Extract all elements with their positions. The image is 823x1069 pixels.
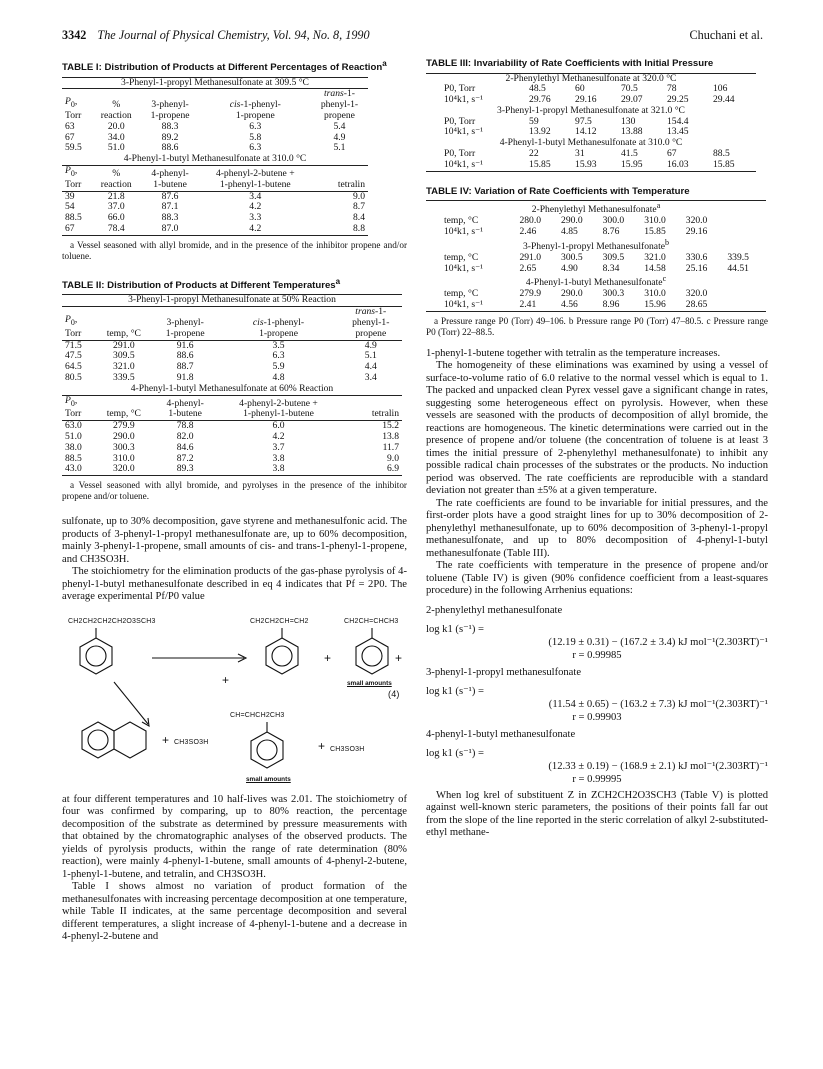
table-cell: 97.5 — [575, 115, 592, 127]
table-4 — [426, 186, 768, 338]
table-cell: 309.5 — [602, 251, 625, 263]
left-paragraph-4: Table I shows almost no variation of product formation of the methanesulfonates with increasing percentage decomposition at one temperature, while Table II indicates, at the same percentage decomposition and several different temperatures, a slight increase of 4-phenyl-1-butene and a decrease in 4-phenyl-2-butene and — [62, 881, 407, 943]
table-cell: 321.0 — [113, 361, 135, 373]
t1-h-reaction: % reaction — [100, 99, 132, 122]
table-row — [426, 227, 766, 238]
plus-sign-3: + — [395, 650, 403, 665]
block-title — [426, 238, 766, 253]
table-cell: 11.7 — [382, 441, 399, 453]
table-cell: 339.5 — [727, 251, 749, 263]
table-cell: 54 — [65, 201, 75, 213]
table-cell: 88.7 — [176, 361, 194, 373]
table-cell: 154.4 — [666, 115, 689, 127]
product-2-formula: CH2CH=CHCH3 — [344, 617, 399, 625]
arrhenius-block-3 — [426, 728, 768, 786]
table-cell: 78 — [666, 83, 677, 95]
table-cell: 4.2 — [200, 224, 311, 235]
row-label: P0, Torr — [444, 148, 476, 160]
table-cell: 51.0 — [107, 142, 125, 154]
row-label: 10⁴k1, s⁻¹ — [444, 262, 484, 274]
table-cell: 31 — [575, 148, 585, 160]
table-cell: 14.12 — [575, 126, 597, 138]
table-cell: 5.8 — [249, 131, 262, 143]
table-cell: 8.4 — [353, 212, 365, 224]
table-cell: 25.16 — [685, 262, 708, 274]
table-cell: 320.0 — [95, 464, 153, 475]
table-cell: 84.6 — [176, 441, 194, 453]
table-cell: 8.8 — [311, 224, 368, 235]
table-cell: 15.2 — [382, 420, 399, 432]
table-cell: 2.46 — [519, 225, 537, 237]
table-cell: 4.4 — [364, 361, 377, 373]
table-cell: 39 — [65, 190, 75, 202]
t2-h-3pp: 3-phenyl- 1-propene — [153, 307, 218, 340]
table-cell: 9.0 — [353, 190, 365, 202]
plus-sign-2: + — [324, 650, 332, 665]
small-amounts-label-2: small amounts — [246, 775, 291, 783]
table-cell: 13.92 — [529, 126, 551, 138]
row-label: 10⁴k1, s⁻¹ — [444, 158, 484, 170]
correlation-2: r = 0.99903 — [572, 711, 622, 723]
table-cell: 6.3 — [249, 142, 262, 154]
table-row — [426, 264, 766, 275]
table-1-grid — [62, 77, 368, 236]
right-paragraph-5: When log krel of substituent Z in ZCH2CH2O3SCH3 (Table V) is plotted against well-known steric parameters, the positions of their points fall far out from the slope of the line reported in the steric correlation of alkyl 2-substituted-ethyl methane- — [426, 789, 768, 839]
table-cell: 59 — [529, 115, 539, 127]
row-label: P0, Torr — [444, 83, 476, 95]
table-cell: 15.85 — [712, 158, 735, 170]
table-1-body-2 — [62, 191, 368, 235]
table-cell: 87.0 — [141, 224, 200, 235]
table-cell: 300.3 — [602, 288, 625, 300]
table-cell: 2.41 — [519, 299, 537, 311]
table-cell: 6.9 — [340, 464, 402, 475]
equation-2-rhs: (11.54 ± 0.65) − (163.2 ± 7.3) kJ mol⁻¹(2.303RT)⁻¹ — [548, 698, 768, 710]
table-cell: 78.4 — [92, 224, 141, 235]
methanesulfonic-acid-2: CH3SO3H — [330, 745, 365, 753]
table-cell: 37.0 — [107, 201, 125, 213]
table-cell: 8.76 — [602, 225, 620, 237]
table-cell: 5.1 — [333, 142, 346, 154]
t1-h2-p0: $P_0$, Torr — [62, 166, 92, 192]
table-cell: 48.5 — [529, 83, 546, 95]
table-cell: 3.8 — [272, 452, 285, 464]
table-2-sup: a — [335, 276, 341, 286]
table-cell: 300.5 — [561, 251, 583, 263]
block-title-text: 3-Phenyl-1-propyl Methanesulfonate at 321.0 °C — [497, 104, 685, 116]
table-cell: 91.8 — [176, 372, 194, 384]
block-title — [426, 274, 766, 289]
left-body-text-2 — [62, 794, 407, 944]
table-cell: 310.0 — [113, 452, 135, 464]
equation-2-lhs: log k1 (s⁻¹) = — [426, 685, 484, 697]
right-column — [426, 58, 768, 840]
table-cell: 4.9 — [333, 131, 346, 143]
table-cell: 4.8 — [272, 372, 285, 384]
table-cell: 320.0 — [685, 288, 708, 300]
product-3-formula: CH=CHCH2CH3 — [230, 711, 285, 719]
table-cell: 88.3 — [161, 212, 179, 224]
table-cell: 64.5 — [65, 361, 82, 373]
t1-h-cis: cis-1-phenyl- 1-propene — [229, 99, 281, 122]
table-cell: 106 — [712, 83, 728, 95]
arrhenius-block-2 — [426, 666, 768, 724]
compound-label-1: 2-phenylethyl methanesulfonate — [426, 604, 563, 616]
table-3-grid — [426, 73, 756, 172]
row-label: 10⁴k1, s⁻¹ — [444, 299, 484, 311]
block-title-text: 4-Phenyl-1-butyl Methanesulfonate at 310.0 °C — [499, 137, 683, 149]
table-cell: 279.9 — [113, 420, 135, 432]
table-4-footnote: a Pressure range P0 (Torr) 49–106. b Pressure range P0 (Torr) 47–80.5. c Pressure range P0 (Torr) 22–88.5. — [426, 315, 768, 337]
t2-h-temp: temp, °C — [95, 307, 153, 340]
table-cell: 16.03 — [666, 158, 689, 170]
table-cell: 67 — [666, 148, 677, 160]
table-cell: 330.6 — [685, 251, 708, 263]
table-1-body-1 — [62, 122, 368, 154]
equation-1-lhs: log k1 (s⁻¹) = — [426, 623, 484, 635]
table-cell: 13.8 — [382, 430, 399, 442]
table-cell: 5.9 — [272, 361, 285, 373]
table-cell: 3.3 — [249, 212, 262, 224]
aromatic-circle-reactant — [86, 646, 106, 666]
t2-h-trans: trans-1- phenyl-1- propene — [340, 307, 402, 340]
table-4-body — [426, 201, 766, 312]
table-row — [62, 464, 402, 475]
left-paragraph-1: sulfonate, up to 30% decomposition, gave styrene and methanesulfonic acid. The products of 3-phenyl-1-propyl methanesulfonate are, up to 60% decomposition, mainly 3-phenyl-1-propene, small amounts of cis- and trans-1-phenyl-1-propene, and CH3SO3H. — [62, 516, 407, 565]
t1-h2-tetralin: tetralin — [311, 166, 368, 192]
row-label: 10⁴k1, s⁻¹ — [444, 225, 484, 237]
table-cell: 9.0 — [387, 452, 399, 464]
table-2 — [62, 276, 407, 502]
table-row — [62, 224, 368, 235]
table-cell: 29.44 — [712, 94, 735, 106]
table-cell: 87.1 — [161, 201, 179, 213]
table-cell: 309.5 — [113, 350, 135, 362]
t2-h2-tetralin: tetralin — [340, 395, 402, 421]
table-cell: 15.85 — [644, 225, 666, 237]
table-cell: 29.07 — [621, 94, 643, 106]
table-cell: 4.2 — [272, 430, 285, 442]
table-cell: 66.0 — [107, 212, 125, 224]
table-cell: 279.9 — [519, 288, 542, 300]
table-cell: 89.2 — [161, 131, 179, 143]
table-1-footnote: a Vessel seasoned with allyl bromide, and in the presence of the inhibitor propene and/or toluene. — [62, 239, 407, 261]
table-cell: 43.0 — [62, 464, 95, 475]
table-row — [426, 300, 766, 311]
benzene-ring-p3 — [251, 732, 283, 768]
table-1 — [62, 58, 407, 262]
plus-sign-1: + — [222, 672, 230, 687]
table-cell: 67 — [65, 131, 75, 143]
table-cell: 88.5 — [65, 452, 82, 464]
product-1-formula: CH2CH2CH=CH2 — [250, 617, 309, 625]
table-4-grid — [426, 200, 766, 312]
t2-h2-temp: temp, °C — [95, 395, 153, 421]
t1-h-p0: $P_0$, Torr — [65, 96, 82, 122]
t2-h2-p0: $P_0$, Torr — [62, 395, 95, 421]
table-cell: 63 — [65, 120, 75, 132]
table-row — [62, 443, 402, 454]
table-cell: 290.0 — [561, 215, 583, 227]
table-cell: 291.0 — [519, 251, 542, 263]
block-title — [426, 138, 756, 149]
table-cell: 3.8 — [218, 464, 340, 475]
scheme-drawing — [62, 610, 407, 790]
table-cell: 4.2 — [249, 201, 262, 213]
table-1-label: TABLE I: — [62, 62, 102, 74]
table-cell: 6.3 — [249, 120, 262, 132]
right-paragraph-1: 1-phenyl-1-butene together with tetralin as the temperature increases. — [426, 347, 721, 359]
t1-h-3pp: 3-phenyl- 1-propene — [150, 99, 190, 122]
table-cell: 8.7 — [353, 201, 365, 213]
left-paragraph-3: at four different temperatures and 10 half-lives was 2.01. The stoichiometry of four was confirmed by comparing, up to 80% reaction, the percentage decomposition of the substrate as determined by pressure measurements with that obtained by the chromatographic analyses of the observed products. The yields of pyrolysis products, within the range of rate determination (80% reaction), were mainly 4-phenyl-1-butene, small amounts of 4-phenyl-2-butene, 1-phenyl-1-butene, and tetralin, and CH3SO3H. — [62, 793, 407, 880]
table-cell: 47.5 — [65, 350, 82, 362]
table-cell: 87.2 — [176, 452, 194, 464]
left-paragraph-2: The stoichiometry for the elimination products of the gas-phase pyrolysis of 4-phenyl-1-butyl methanesulfonate described in eq 4 indicates that Pf = 2P0. The average experimental Pf/P0 value — [62, 566, 407, 603]
right-paragraph-4: The rate coefficients with temperature in the presence of propene and/or toluene (Table IV) is given (90% confidence coefficient from a least-squares procedure) in the following Arrhenius equations: — [426, 560, 768, 597]
table-cell: 6.0 — [272, 420, 285, 432]
right-paragraph-3: The rate coefficients are found to be invariable for initial pressures, and the first-order plots have a good straight lines for up to 30% decomposition of 2-phenylethyl methanesulfonate, up to 60% decomposition of 3-phenyl-1-propyl methanesulfonate, and up to 80% decomposition of 4-phenyl-1-butyl methanesulfonate (Table III). — [426, 497, 768, 559]
block-title — [426, 201, 766, 216]
table-cell: 3.4 — [249, 190, 262, 202]
table-cell: 29.76 — [529, 94, 551, 106]
table-cell: 5.4 — [333, 120, 346, 132]
t2-h-p0: $P_0$, Torr — [62, 307, 95, 340]
table-cell: 310.0 — [644, 288, 666, 300]
table-cell: 4.9 — [364, 339, 377, 351]
benzene-ring-reactant — [80, 638, 112, 674]
table-cell: 15.85 — [529, 158, 551, 170]
benzene-ring-p2 — [356, 638, 388, 674]
table-cell: 29.16 — [575, 94, 597, 106]
t2-h-cis: cis-1-phenyl- 1-propene — [218, 307, 340, 340]
table-cell: 15.93 — [575, 158, 597, 170]
table-cell: 59.5 — [65, 142, 82, 154]
table-2-body-1 — [62, 340, 402, 384]
table-1-caption — [62, 58, 407, 74]
equation-1-rhs: (12.19 ± 0.31) − (167.2 ± 3.4) kJ mol⁻¹(2.303RT)⁻¹ — [548, 636, 768, 648]
table-cell: 29.16 — [685, 225, 708, 237]
t1-h2-4pb: 4-phenyl- 1-butene — [141, 166, 200, 192]
table-cell: 88.5 — [65, 212, 82, 224]
block-title-text: 4-Phenyl-1-butyl Methanesulfonate — [525, 277, 663, 289]
table-cell: 130 — [621, 115, 636, 127]
equation-3-lhs: log k1 (s⁻¹) = — [426, 747, 484, 759]
row-label: temp, °C — [444, 288, 479, 300]
table-cell: 82.0 — [176, 430, 194, 442]
table-cell: 88.6 — [176, 350, 194, 362]
block-title-sup: b — [665, 237, 669, 247]
table-cell: 38.0 — [65, 441, 82, 453]
table-2-label: TABLE II: — [62, 279, 105, 291]
table-3 — [426, 58, 768, 172]
table-4-caption — [426, 186, 768, 198]
right-body-text — [426, 348, 768, 840]
table-2-caption — [62, 276, 407, 292]
compound-label-2: 3-phenyl-1-propyl methanesulfonate — [426, 666, 582, 678]
table-cell: 71.5 — [65, 339, 82, 351]
table-cell: 14.58 — [644, 262, 666, 274]
plus-sign-4: + — [162, 732, 170, 747]
left-column — [62, 58, 407, 944]
table-cell: 60 — [575, 83, 585, 95]
table-1-sub2: 4-Phenyl-1-butyl Methanesulfonate at 310.0 °C — [62, 154, 368, 165]
table-cell: 3.4 — [364, 372, 377, 384]
block-title-text: 3-Phenyl-1-propyl Methanesulfonate — [522, 240, 665, 252]
table-cell: 3.7 — [272, 441, 285, 453]
equation-3-rhs: (12.33 ± 0.19) − (168.9 ± 2.1) kJ mol⁻¹(2.303RT)⁻¹ — [548, 760, 768, 772]
equation-number: (4) — [388, 688, 400, 699]
tetralin-saturated-ring — [114, 722, 146, 758]
table-cell: 290.0 — [561, 288, 583, 300]
table-3-label: TABLE III: — [426, 58, 472, 69]
table-3-title: Invariability of Rate Coefficients with Initial Pressure — [473, 58, 714, 69]
table-1-sup: a — [382, 59, 387, 68]
running-authors: Chuchani et al. — [689, 28, 763, 42]
table-cell: 13.88 — [621, 126, 643, 138]
correlation-3: r = 0.99995 — [572, 773, 622, 785]
table-cell: 41.5 — [621, 148, 638, 160]
table-cell: 4.56 — [561, 299, 578, 311]
compound-label-3: 4-phenyl-1-butyl methanesulfonate — [426, 728, 576, 740]
table-1-title: Distribution of Products at Different Percentages of Reaction — [104, 62, 383, 74]
block-title-text: 2-Phenylethyl Methanesulfonate at 320.0 °C — [505, 72, 677, 84]
table-cell: 87.6 — [161, 190, 179, 202]
table-cell: 29.25 — [666, 94, 689, 106]
t2-h2-4pb: 4-phenyl- 1-butene — [153, 395, 218, 421]
table-cell: 291.0 — [113, 339, 135, 351]
correlation-1: r = 0.99985 — [572, 649, 622, 661]
table-4-label: TABLE IV: — [426, 185, 472, 197]
page-header — [62, 28, 763, 44]
table-cell: 4.85 — [561, 225, 578, 237]
table-1-sub1: 3-Phenyl-1-propyl Methanesulfonate at 309.5 °C — [62, 77, 368, 89]
small-amounts-label-1: small amounts — [347, 679, 392, 687]
benzene-ring-p1 — [266, 638, 298, 674]
row-label: 10⁴k1, s⁻¹ — [444, 126, 484, 138]
table-cell: 28.65 — [685, 299, 708, 311]
table-cell: 88.6 — [161, 142, 179, 154]
row-label: P0, Torr — [444, 115, 476, 127]
t2-h2-mix: 4-phenyl-2-butene + 1-phenyl-1-butene — [218, 395, 340, 421]
table-cell: 88.5 — [712, 148, 730, 160]
table-cell: 321.0 — [644, 251, 666, 263]
table-cell: 339.5 — [113, 372, 135, 384]
row-label: temp, °C — [444, 251, 479, 263]
t1-h2-mix: 4-phenyl-2-butene + 1-phenyl-1-butene — [200, 166, 311, 192]
tetralin-aromatic-ring — [82, 722, 114, 758]
table-cell: 89.3 — [153, 464, 218, 475]
table-cell: 44.51 — [727, 262, 749, 274]
table-cell: 15.96 — [644, 299, 666, 311]
table-cell: 300.3 — [113, 441, 135, 453]
table-cell: 3.5 — [272, 339, 285, 351]
row-label: 10⁴k1, s⁻¹ — [444, 94, 484, 106]
table-cell: 13.45 — [666, 126, 689, 138]
plus-sign-5: + — [318, 738, 326, 753]
table-cell: 80.5 — [65, 372, 82, 384]
table-cell: 63.0 — [65, 420, 82, 432]
block-title-sup: a — [656, 201, 661, 211]
table-cell: 8.96 — [602, 299, 620, 311]
table-2-footnote: a Vessel seasoned with allyl bromide, and pyrolyses in the presence of the inhibitor propene and/or toluene. — [62, 480, 407, 502]
table-cell: 4.90 — [561, 262, 578, 274]
table-cell: 8.34 — [602, 262, 620, 274]
table-cell: 34.0 — [107, 131, 125, 143]
table-cell: 300.0 — [602, 215, 625, 227]
table-cell: 2.65 — [519, 262, 537, 274]
table-cell: 91.6 — [176, 339, 194, 351]
reaction-scheme-4 — [62, 610, 407, 790]
table-2-sub2: 4-Phenyl-1-butyl Methanesulfonate at 60% Reaction — [62, 384, 402, 395]
table-cell: 20.0 — [107, 120, 125, 132]
reactant-formula: CH2CH2CH2CH2O3SCH3 — [68, 617, 156, 625]
methanesulfonic-acid-1: CH3SO3H — [174, 738, 209, 746]
table-cell: 67 — [62, 224, 92, 235]
block-title-sup: c — [662, 274, 667, 284]
block-title — [426, 73, 756, 84]
table-cell: 6.3 — [272, 350, 285, 362]
table-3-caption — [426, 58, 768, 70]
table-3-body — [426, 73, 756, 171]
table-cell: 280.0 — [519, 215, 542, 227]
reaction-arrow-2 — [114, 682, 148, 724]
table-cell: 15.95 — [621, 158, 643, 170]
table-cell: 88.3 — [161, 120, 179, 132]
table-2-sub1: 3-Phenyl-1-propyl Methanesulfonate at 50% Reaction — [62, 295, 402, 307]
table-cell: 70.5 — [621, 83, 638, 95]
table-2-body-2 — [62, 421, 402, 476]
table-cell: 320.0 — [685, 215, 708, 227]
table-cell: 78.8 — [176, 420, 194, 432]
table-cell: 5.1 — [364, 350, 377, 362]
table-4-title: Variation of Rate Coefficients with Temperature — [474, 185, 690, 197]
table-row — [426, 160, 756, 171]
t1-h-trans: trans-1- phenyl-1- propene — [320, 88, 359, 122]
table-2-title: Distribution of Products at Different Temperatures — [107, 279, 336, 291]
left-body-text — [62, 516, 407, 604]
right-paragraph-2: The homogeneity of these eliminations was examined by using a vessel of surface-to-volume ratio of 6.0 relative to the normal vessel which is equal to 1. The packed and unpacked clean Pyrex vessel gave a significant change in rates, suggesting some heterogeneous effect on pyrolysis. However, when these vessels are seasoned with the products of decomposition of allyl bromide, the reactions are homogeneous. The kinetic determinations were carried out in the presence of propene and/or toluene (the concentration of toluene is at least 3 times the initial pressure of 2-phenylethyl methanesulfonate) to inhibit any possible radical chain processes of the substrates or the products. No induction period was observed. The rate coefficients are reproducible with a standard deviation not greater than ±5% at a given temperature. — [426, 360, 768, 497]
table-cell: 51.0 — [65, 430, 82, 442]
arrhenius-block-1 — [426, 604, 768, 662]
table-cell: 22 — [529, 148, 539, 160]
table-cell: 21.8 — [107, 190, 125, 202]
table-cell: 290.0 — [113, 430, 135, 442]
page-number: 3342 — [62, 28, 87, 42]
t1-h2-reaction: % reaction — [92, 166, 141, 192]
journal-citation: The Journal of Physical Chemistry, Vol. 94, No. 8, 1990 — [97, 28, 370, 42]
table-row — [426, 253, 766, 264]
table-cell: 310.0 — [644, 215, 666, 227]
block-title-text: 2-Phenylethyl Methanesulfonate — [531, 204, 657, 216]
row-label: temp, °C — [444, 215, 479, 227]
table-2-grid — [62, 294, 402, 476]
